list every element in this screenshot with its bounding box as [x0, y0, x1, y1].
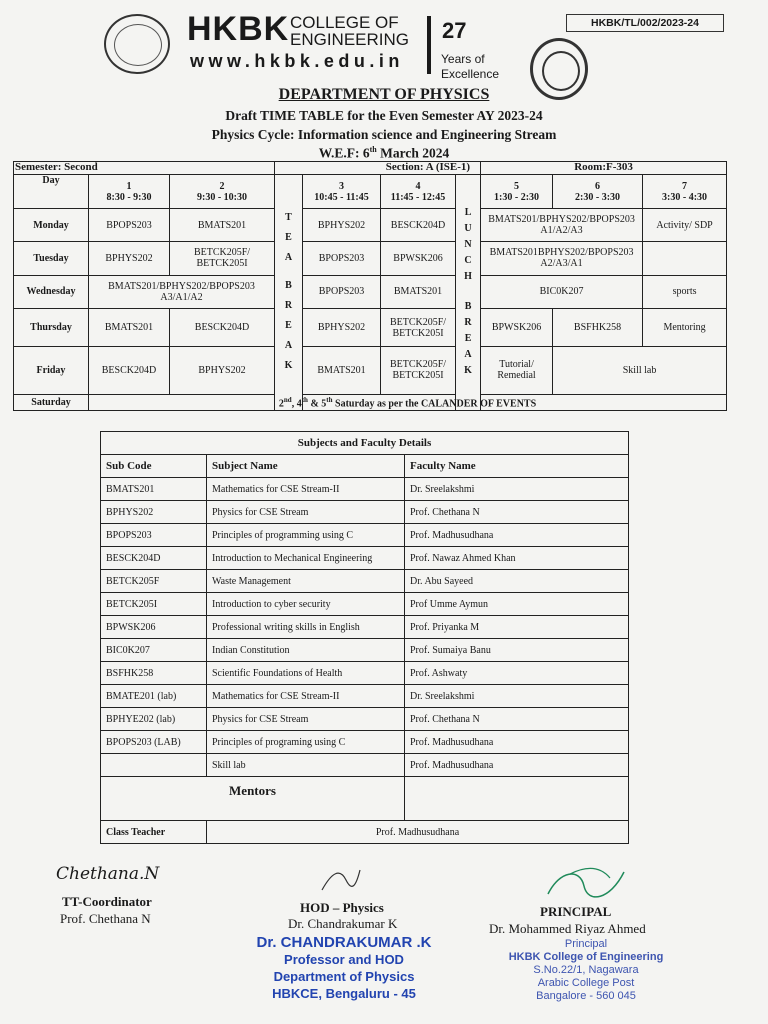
table-row — [14, 308, 727, 347]
table-row: BMATS201 Mathematics for CSE Stream-II Dr. Sreelakshmi — [101, 478, 629, 501]
table-row: BIC0K207 Indian Constitution Prof. Sumaiya Banu — [101, 639, 629, 662]
lunch-break-column: L U N C H B R E A K — [456, 174, 481, 410]
slot-cell: BPHYS202 — [303, 209, 381, 242]
header-divider — [427, 16, 431, 74]
period-7-header: 7 3:30 - 4:30 — [643, 174, 727, 208]
mentors-label: Mentors — [101, 777, 405, 821]
semester-label: Semester: Second — [14, 162, 275, 175]
tt-coordinator-role: TT-Coordinator — [62, 894, 152, 909]
slot-cell: BMATS201/BPHYS202/BPOPS203 A1/A2/A3 — [481, 209, 643, 242]
tt-coordinator-name: Prof. Chethana N — [60, 911, 151, 926]
table-row: BETCK205F Waste Management Dr. Abu Sayeed — [101, 570, 629, 593]
mentors-value — [405, 777, 629, 821]
period-2-header: 2 9:30 - 10:30 — [170, 174, 275, 208]
period-5-header: 5 1:30 - 2:30 — [481, 174, 553, 208]
stream-title: Physics Cycle: Information science and Engineering Stream — [211, 127, 557, 142]
slot-cell: BMATS201/BPHYS202/BPOPS203 A3/A1/A2 — [89, 275, 275, 308]
table-row: BPOPS203 (LAB) Principles of programing using C Prof. Madhusudhana — [101, 731, 629, 754]
website-url: www.hkbk.edu.in — [190, 51, 404, 71]
slot-cell: BPHYS202 — [89, 242, 170, 275]
period-1-header: 1 8:30 - 9:30 — [89, 174, 170, 208]
hod-role: HOD – Physics — [300, 900, 384, 915]
college-name: COLLEGE OF ENGINEERING — [290, 13, 410, 49]
slot-cell: BMATS201 — [381, 275, 456, 308]
slot-cell: BESCK204D — [381, 209, 456, 242]
slot-cell: BPWSK206 — [381, 242, 456, 275]
mentors-row — [101, 777, 629, 821]
principal-name: Dr. Mohammed Riyaz Ahmed — [489, 921, 646, 936]
table-row: Skill lab Prof. Madhusudhana — [101, 754, 629, 777]
period-6-header: 6 2:30 - 3:30 — [553, 174, 643, 208]
subjects-title: Subjects and Faculty Details — [101, 432, 629, 455]
slot-cell: BPOPS203 — [303, 275, 381, 308]
day-thursday: Thursday — [14, 308, 89, 347]
principal-stamp: Principal HKBK College of Engineering S.No.22/1, Nagawara Arabic College Post Bangalore - 560 045 — [508, 938, 664, 1002]
tt-coordinator-signature: Chethana.N — [56, 864, 160, 884]
college-seal-logo — [104, 14, 170, 74]
table-row: BESCK204D Introduction to Mechanical Engineering Prof. Nawaz Ahmed Khan — [101, 547, 629, 570]
section-label: Section: A (ISE-1) — [275, 162, 481, 175]
table-row: BPHYS202 Physics for CSE Stream Prof. Chethana N — [101, 501, 629, 524]
slot-cell: BIC0K207 — [481, 275, 643, 308]
slot-cell: BPHYS202 — [170, 347, 275, 394]
principal-role: PRINCIPAL — [540, 904, 612, 919]
slot-cell: BESCK204D — [170, 308, 275, 347]
table-row: BPOPS203 Principles of programming using C Prof. Madhusudhana — [101, 524, 629, 547]
col-sub-code: Sub Code — [101, 455, 207, 478]
slot-cell: BMATS201BPHYS202/BPOPS203 A2/A3/A1 — [481, 242, 643, 275]
day-friday: Friday — [14, 347, 89, 394]
tea-break-column: T E A B R E A K — [275, 174, 303, 410]
slot-cell: BPOPS203 — [89, 209, 170, 242]
slot-cell: Skill lab — [553, 347, 727, 394]
document-reference: HKBK/TL/002/2023-24 — [566, 14, 724, 32]
saturday-note: 2nd, 4th & 5th Saturday as per the CALANDER OF EVENTS — [89, 394, 727, 410]
day-header: Day — [14, 174, 89, 208]
slot-cell: BETCK205F/ BETCK205I — [381, 347, 456, 394]
table-row: BPWSK206 Professional writing skills in English Prof. Priyanka M — [101, 616, 629, 639]
table-row: BMATE201 (lab) Mathematics for CSE Stream-II Dr. Sreelakshmi — [101, 685, 629, 708]
slot-cell: BMATS201 — [303, 347, 381, 394]
period-3-header: 3 10:45 - 11:45 — [303, 174, 381, 208]
slot-cell: BPHYS202 — [303, 308, 381, 347]
hod-signature-mark — [318, 866, 364, 894]
slot-cell: Mentoring — [643, 308, 727, 347]
table-row: BETCK205I Introduction to cyber security Prof Umme Aymun — [101, 593, 629, 616]
slot-cell: sports — [643, 275, 727, 308]
room-label: Room:F-303 — [481, 162, 727, 175]
table-row — [14, 347, 727, 394]
wef-date: W.E.F: 6th March 2024 — [318, 145, 450, 161]
class-teacher-name: Prof. Madhusudhana — [207, 821, 629, 844]
timetable — [13, 161, 727, 411]
subjects-table — [100, 431, 629, 844]
col-faculty-name: Faculty Name — [405, 455, 629, 478]
slot-cell: Activity/ SDP — [643, 209, 727, 242]
col-subject-name: Subject Name — [207, 455, 405, 478]
slot-cell: BETCK205F/ BETCK205I — [381, 308, 456, 347]
slot-cell: BPWSK206 — [481, 308, 553, 347]
slot-cell: BSFHK258 — [553, 308, 643, 347]
slot-cell: BPOPS203 — [303, 242, 381, 275]
department-title: DEPARTMENT OF PHYSICS — [278, 86, 490, 103]
slot-cell: Tutorial/ Remedial — [481, 347, 553, 394]
slot-cell: BETCK205F/ BETCK205I — [170, 242, 275, 275]
table-row — [14, 394, 727, 410]
table-row: BPHYE202 (lab) Physics for CSE Stream Prof. Chethana N — [101, 708, 629, 731]
years-number: 27 — [442, 18, 467, 43]
table-row — [14, 242, 727, 275]
table-row — [14, 209, 727, 242]
day-saturday: Saturday — [14, 394, 89, 410]
principal-signature-mark — [540, 864, 630, 906]
day-monday: Monday — [14, 209, 89, 242]
timetable-title: Draft TIME TABLE for the Even Semester AY 2023-24 — [225, 108, 543, 123]
class-teacher-label: Class Teacher — [101, 821, 207, 844]
hod-stamp: Dr. CHANDRAKUMAR .K Professor and HOD Department of Physics HBKCE, Bengaluru - 45 — [256, 934, 432, 1001]
brand-name: HKBK — [187, 10, 290, 48]
class-teacher-row — [101, 821, 629, 844]
slot-cell: BMATS201 — [170, 209, 275, 242]
period-4-header: 4 11:45 - 12:45 — [381, 174, 456, 208]
table-row — [14, 275, 727, 308]
slot-cell: BESCK204D — [89, 347, 170, 394]
hod-name: Dr. Chandrakumar K — [288, 916, 398, 931]
years-text: Years of Excellence — [441, 52, 500, 81]
table-row: BSFHK258 Scientific Foundations of Health Prof. Ashwaty — [101, 662, 629, 685]
slot-cell: BMATS201 — [89, 308, 170, 347]
day-tuesday: Tuesday — [14, 242, 89, 275]
slot-cell — [643, 242, 727, 275]
day-wednesday: Wednesday — [14, 275, 89, 308]
